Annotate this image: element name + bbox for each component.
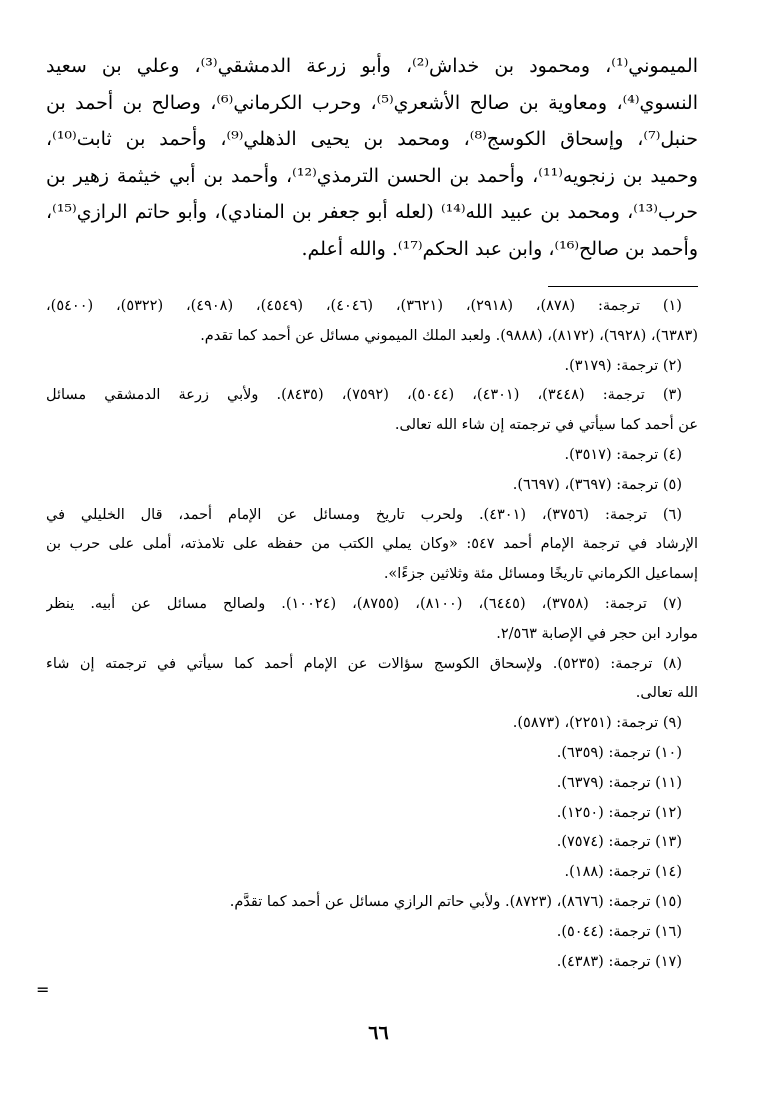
footnote-line: (٦٣٨٣)، (٦٩٢٨)، (٨١٧٢)، (٩٨٨٨). ولعبد الملك الميموني مسائل عن أحمد كما تقدم. [200,327,698,344]
footnote-line: إسماعيل الكرماني تاريخًا ومسائل مئة وثلاثين جزءًا». [383,566,698,583]
footnote-line: (٨) ترجمة: (٥٢٣٥). ولإسحاق الكوسج سؤالات عن الإمام أحمد كما سيأتي في ترجمته إن شاء [46,655,682,672]
page-number: ٦٦ [368,1022,389,1044]
main-text-line: النسوي⁽⁴⁾، ومعاوية بن صالح الأشعري⁽⁵⁾، وحرب الكرماني⁽⁶⁾، وصالح بن أحمد بن [46,91,698,114]
main-text-block [46,48,698,267]
footnote-separator [548,286,698,287]
footnote-line: (١٧) ترجمة: (٤٣٨٣). [556,953,682,970]
main-text-line: حنبل⁽⁷⁾، وإسحاق الكوسج⁽⁸⁾، ومحمد بن يحيى الذهلي⁽⁹⁾، وأحمد بن ثابت⁽¹⁰⁾، [46,128,698,150]
footnote-line: (١) ترجمة: (٨٧٨)، (٢٩١٨)، (٣٦٢١)، (٤٠٤٦)، (٤٥٤٩)، (٤٩٠٨)، (٥٣٢٢)، (٥٤٠٠)، [46,298,682,314]
footnote-line: (٢) ترجمة: (٣١٧٩). [564,357,682,374]
continuation-mark: = [36,980,50,999]
main-text-line: وحميد بن زنجويه⁽¹¹⁾، وأحمد بن الحسن الترمذي⁽¹²⁾، وأحمد بن أبي خيثمة زهير بن [46,164,698,187]
footnote-line: الله تعالى. [635,685,698,702]
footnote-line: (١٣) ترجمة: (٧٥٧٤). [556,834,682,851]
main-text-line: حرب⁽¹³⁾، ومحمد بن عبيد الله⁽¹⁴⁾ (لعله أبو جعفر بن المنادي)، وأبو حاتم الرازي⁽¹⁵⁾، [46,201,698,223]
footnote-line: (٧) ترجمة: (٣٧٥٨)، (٦٤٤٥)، (٨١٠٠)، (٨٧٥٥)، (١٠٠٢٤). ولصالح مسائل عن أبيه. ينظر [46,595,682,612]
main-text-line: الميموني⁽¹⁾، ومحمود بن خداش⁽²⁾، وأبو زرعة الدمشقي⁽³⁾، وعلي بن سعيد [46,55,698,77]
footnote-line: موارد ابن حجر في الإصابة ٢/٥٦٣. [496,625,698,642]
footnote-line: (٥) ترجمة: (٣٦٩٧)، (٦٦٩٧). [512,476,682,493]
footnotes-block [46,292,698,977]
footnote-line: (١٠) ترجمة: (٦٣٥٩). [556,744,682,761]
footnote-line: (١٢) ترجمة: (١٢٥٠). [556,804,682,821]
footnote-line: الإرشاد في ترجمة الإمام أحمد ٥٤٧: «وكان يملي الكتب من حفظه على تلامذته، أملى على حرب بن [46,536,698,553]
footnote-line: (١٤) ترجمة: (١٨٨). [564,864,682,881]
footnote-line: (٩) ترجمة: (٢٢٥١)، (٥٨٧٣). [512,715,682,732]
footnote-line: (١١) ترجمة: (٦٣٧٩). [556,774,682,791]
footnote-line: (١٥) ترجمة: (٨٦٧٦)، (٨٧٢٣). ولأبي حاتم الرازي مسائل عن أحمد كما تقدَّم. [229,893,682,910]
footnote-line: (٤) ترجمة: (٣٥١٧). [564,446,682,463]
main-text-line: وأحمد بن صالح⁽¹⁶⁾، وابن عبد الحكم⁽¹⁷⁾. والله أعلم. [301,237,698,260]
footnote-line: (١٦) ترجمة: (٥٠٤٤). [556,923,682,940]
footnote-line: (٦) ترجمة: (٣٧٥٦)، (٤٣٠١). ولحرب تاريخ ومسائل عن الإمام أحمد، قال الخليلي في [46,506,683,523]
footnote-line: (٣) ترجمة: (٣٤٤٨)، (٤٣٠١)، (٥٠٤٤)، (٧٥٩٢)، (٨٤٣٥). ولأبي زرعة الدمشقي مسائل [46,387,682,404]
footnote-line: عن أحمد كما سيأتي في ترجمته إن شاء الله تعالى. [394,417,698,434]
